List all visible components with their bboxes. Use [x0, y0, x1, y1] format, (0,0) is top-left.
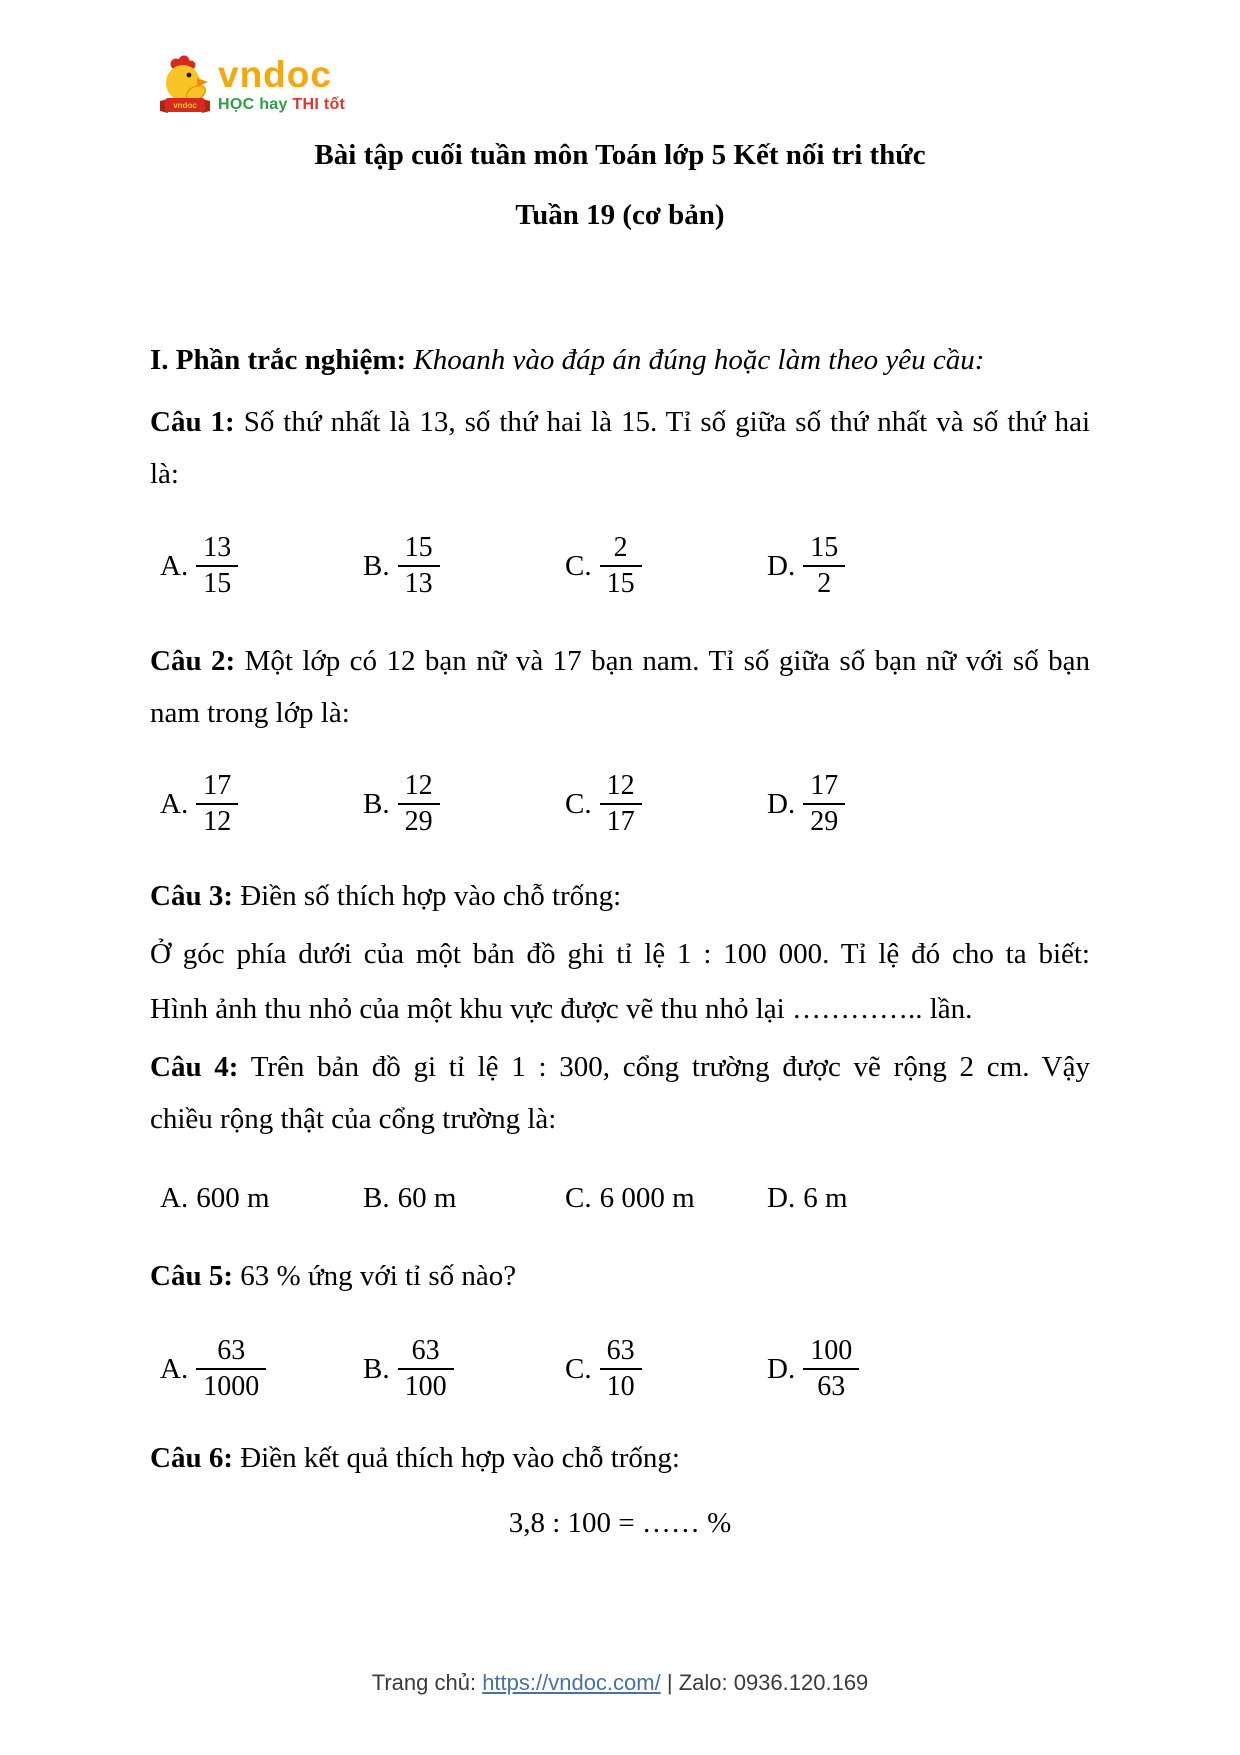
- q5-option-a: [160, 1334, 363, 1404]
- question-3-body: [150, 927, 1090, 1037]
- question-6-label: Câu 6:: [150, 1442, 233, 1474]
- question-5-text: 63 % ứng với tỉ số nào?: [240, 1260, 517, 1292]
- question-2: [150, 635, 1090, 739]
- question-4: [150, 1041, 1090, 1145]
- q4-option-d: [767, 1172, 1090, 1224]
- question-5-options: [150, 1334, 1090, 1404]
- question-3-heading: [150, 870, 1090, 922]
- option-key: B.: [363, 549, 390, 582]
- option-text: 600 m: [196, 1182, 270, 1214]
- q1-option-a: [160, 531, 363, 601]
- question-6-equation: 3,8 : 100 = …… %: [508, 1507, 732, 1539]
- fraction: $\frac{2}{15}$: [600, 531, 642, 601]
- question-6-heading: [150, 1432, 1090, 1484]
- question-1-line2: là:: [150, 458, 179, 490]
- q5-option-c: [565, 1334, 767, 1404]
- option-key: B.: [363, 1182, 390, 1214]
- q1-option-d: [767, 531, 1090, 601]
- option-key: A.: [160, 1352, 189, 1385]
- question-3-line2: Hình ảnh thu nhỏ của một khu vực được vẽ thu nhỏ lại ………….. lần.: [150, 993, 973, 1025]
- q2-option-d: [767, 769, 1090, 839]
- q1-option-b: [363, 531, 565, 601]
- brand-tagline: [218, 96, 345, 114]
- question-4-line2: chiều rộng thật của cổng trường là:: [150, 1103, 557, 1135]
- tagline-red: THI tốt: [292, 96, 346, 113]
- question-2-line2: nam trong lớp là:: [150, 697, 350, 729]
- vndoc-logo: [156, 55, 1090, 119]
- footer-separator: |: [666, 1670, 673, 1695]
- option-key: C.: [565, 1352, 592, 1385]
- section-heading: [150, 334, 1090, 386]
- question-1: [150, 396, 1090, 500]
- q5-option-d: [767, 1334, 1090, 1404]
- q4-option-b: [363, 1172, 565, 1224]
- section-instruction: Khoanh vào đáp án đúng hoặc làm theo yêu cầu:: [413, 344, 985, 376]
- question-5-heading: [150, 1250, 1090, 1302]
- option-key: A.: [160, 1182, 189, 1214]
- option-key: D.: [767, 1352, 796, 1385]
- question-3-label: Câu 3:: [150, 880, 233, 912]
- fraction: $\frac{63}{100}$: [398, 1334, 454, 1404]
- page-title: Bài tập cuối tuần môn Toán lớp 5 Kết nối tri thức: [314, 139, 926, 171]
- question-2-options: [150, 769, 1090, 839]
- option-key: A.: [160, 787, 189, 820]
- question-6-text: Điền kết quả thích hợp vào chỗ trống:: [240, 1442, 680, 1474]
- q4-option-c: [565, 1172, 767, 1224]
- option-key: B.: [363, 787, 390, 820]
- section-heading-label: I. Phần trắc nghiệm:: [150, 344, 407, 376]
- page-footer: [0, 1668, 1240, 1698]
- brand-wordmark: vndoc: [218, 54, 332, 95]
- fraction: $\frac{63}{10}$: [600, 1334, 642, 1404]
- fraction: $\frac{17}{29}$: [803, 769, 845, 839]
- q1-option-c: [565, 531, 767, 601]
- question-4-options: [150, 1172, 1090, 1224]
- option-text: 6 m: [803, 1182, 848, 1214]
- question-2-label: Câu 2:: [150, 645, 236, 677]
- option-key: B.: [363, 1352, 390, 1385]
- fraction: $\frac{12}{29}$: [398, 769, 440, 839]
- option-key: A.: [160, 549, 189, 582]
- question-3-line1: Ở góc phía dưới của một bản đồ ghi tỉ lệ 1 : 100 000. Tỉ lệ đó cho ta biết:: [150, 938, 1090, 970]
- homepage-link[interactable]: https://vndoc.com/: [482, 1670, 661, 1695]
- vndoc-mascot-icon: [156, 55, 214, 117]
- question-5-label: Câu 5:: [150, 1260, 233, 1292]
- fraction: $\frac{13}{15}$: [196, 531, 238, 601]
- q2-option-b: [363, 769, 565, 839]
- option-key: C.: [565, 549, 592, 582]
- option-key: D.: [767, 549, 796, 582]
- option-key: C.: [565, 1182, 592, 1214]
- banner-text: vndoc: [173, 101, 197, 110]
- fraction: $\frac{12}{17}$: [600, 769, 642, 839]
- question-1-options: [150, 531, 1090, 601]
- page-subtitle: Tuần 19 (cơ bản): [515, 199, 725, 231]
- option-key: C.: [565, 787, 592, 820]
- fraction: $\frac{15}{2}$: [803, 531, 845, 601]
- q2-option-a: [160, 769, 363, 839]
- option-text: 6 000 m: [599, 1182, 695, 1214]
- question-4-line1: Câu 4: Trên bản đồ gi tỉ lệ 1 : 300, cổng trường được vẽ rộng 2 cm. Vậy: [150, 1051, 1090, 1083]
- q2-option-c: [565, 769, 767, 839]
- footer-prefix: Trang chủ:: [371, 1670, 477, 1695]
- fraction: $\frac{100}{63}$: [803, 1334, 859, 1404]
- fraction: $\frac{63}{1000}$: [196, 1334, 266, 1404]
- question-3-intro: Điền số thích hợp vào chỗ trống:: [240, 880, 622, 912]
- fraction: $\frac{17}{12}$: [196, 769, 238, 839]
- q4-option-a: [160, 1172, 363, 1224]
- question-1-line1: Câu 1: Số thứ nhất là 13, số thứ hai là 15. Tỉ số giữa số thứ nhất và số thứ hai: [150, 406, 1091, 438]
- footer-zalo: Zalo: 0936.120.169: [678, 1670, 869, 1695]
- fraction: $\frac{15}{13}$: [398, 531, 440, 601]
- option-text: 60 m: [397, 1182, 457, 1214]
- tagline-green: HỌC hay: [218, 96, 288, 113]
- question-4-label: Câu 4:: [150, 1051, 239, 1083]
- option-key: D.: [767, 1182, 796, 1214]
- question-1-label: Câu 1:: [150, 406, 235, 438]
- question-2-line1: Câu 2: Một lớp có 12 bạn nữ và 17 bạn nam. Tỉ số giữa số bạn nữ với số bạn: [150, 645, 1090, 677]
- option-key: D.: [767, 787, 796, 820]
- q5-option-b: [363, 1334, 565, 1404]
